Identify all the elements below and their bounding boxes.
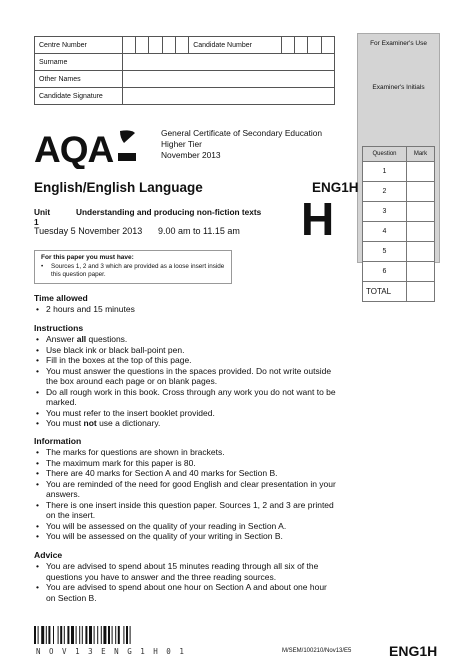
centre-number-box[interactable]	[149, 37, 162, 54]
paper-code: ENG1H	[312, 180, 359, 195]
mark-cell[interactable]	[407, 222, 435, 242]
mark-row	[363, 242, 435, 262]
information-heading: Information	[34, 436, 82, 446]
mark-cell[interactable]	[407, 242, 435, 262]
list-item: • You are advised to spend about one hour on Section A and about one hour on Section B.	[36, 582, 336, 603]
surname-field[interactable]	[122, 54, 334, 71]
barcode-bar	[97, 626, 98, 644]
barcode-icon	[34, 626, 180, 644]
barcode-bar	[94, 626, 95, 644]
total-row	[363, 282, 435, 302]
list-item: • Use black ink or black ball-point pen.	[36, 345, 336, 356]
question-header: Question	[363, 147, 407, 162]
candidate-signature-label: Candidate Signature	[35, 88, 123, 105]
advice-list	[36, 561, 336, 603]
mark-row	[363, 162, 435, 182]
footer-paper-code: ENG1H	[389, 643, 438, 659]
mark-row	[363, 182, 435, 202]
barcode-bar	[126, 626, 128, 644]
time-allowed-heading: Time allowed	[34, 293, 88, 303]
subject-title: English/English Language	[34, 180, 203, 195]
barcode-bar	[82, 626, 83, 644]
barcode-bar	[89, 626, 92, 644]
exam-time: 9.00 am to 11.15 am	[158, 226, 240, 236]
barcode-bar	[41, 626, 44, 644]
barcode-bar	[130, 626, 131, 644]
barcode-text: N O V 1 3 E N G 1 H 0 1	[36, 647, 186, 656]
barcode-bar	[112, 626, 113, 644]
surname-label: Surname	[35, 54, 123, 71]
barcode-bar	[48, 626, 50, 644]
mark-row	[363, 262, 435, 282]
list-item: • Fill in the boxes at the top of this page.	[36, 355, 336, 366]
logo-text: AQA	[34, 129, 114, 169]
aqa-logo	[34, 127, 139, 169]
mark-cell[interactable]	[407, 162, 435, 182]
mark-cell[interactable]	[407, 182, 435, 202]
mark-row	[363, 202, 435, 222]
other-names-label: Other Names	[35, 71, 123, 88]
centre-number-box[interactable]	[162, 37, 175, 54]
question-number: 1	[363, 162, 407, 182]
examiner-panel	[357, 33, 440, 296]
mark-table	[362, 146, 435, 302]
candidate-signature-field[interactable]	[122, 88, 334, 105]
barcode-bar	[76, 626, 77, 644]
barcode-bar	[64, 626, 65, 644]
advice-heading: Advice	[34, 550, 63, 560]
mark-cell[interactable]	[407, 202, 435, 222]
list-item: • There are 40 marks for Section A and 40 marks for Section B.	[36, 468, 336, 479]
list-item: • 2 hours and 15 minutes	[36, 304, 336, 315]
list-item: • You must refer to the insert booklet provided.	[36, 408, 336, 419]
barcode-bar	[85, 626, 87, 644]
certificate-tier: Higher Tier	[161, 139, 202, 149]
total-cell[interactable]	[407, 282, 435, 302]
barcode-bar	[46, 626, 47, 644]
exam-date: Tuesday 5 November 2013	[34, 226, 143, 236]
certificate-session: November 2013	[161, 150, 221, 160]
list-item: • The marks for questions are shown in brackets.	[36, 447, 336, 458]
question-number: 4	[363, 222, 407, 242]
question-number: 6	[363, 262, 407, 282]
list-item: • You are advised to spend about 15 minutes reading through all six of the questions you have to answer and the three reading sources.	[36, 561, 336, 582]
barcode-bar	[108, 626, 110, 644]
barcode-bar	[34, 626, 36, 644]
reference-code: M/SEM/100210/Nov13/E5	[282, 648, 352, 654]
materials-box	[34, 250, 232, 284]
list-item: • Do all rough work in this book. Cross through any work you do not want to be marked.	[36, 387, 336, 408]
question-number: 3	[363, 202, 407, 222]
question-number: 2	[363, 182, 407, 202]
materials-list	[41, 263, 227, 279]
barcode-bar	[58, 626, 59, 644]
barcode-bar	[67, 626, 69, 644]
barcode-bar	[101, 626, 102, 644]
list-item: • The maximum mark for this paper is 80.	[36, 458, 336, 469]
certificate-title: General Certificate of Secondary Education	[161, 128, 323, 138]
candidate-number-label: Candidate Number	[189, 37, 282, 54]
barcode-bar	[115, 626, 116, 644]
barcode-bar	[38, 626, 39, 644]
candidate-number-box[interactable]	[308, 37, 321, 54]
list-item: • You must not use a dictionary.	[36, 418, 336, 429]
logo-swoosh-icon	[120, 130, 135, 143]
barcode-bar	[71, 626, 74, 644]
candidate-number-box[interactable]	[295, 37, 308, 54]
unit-title: Understanding and producing non-fiction texts	[76, 207, 262, 217]
list-item: • You are reminded of the need for good English and clear presentation in your answers.	[36, 479, 336, 500]
barcode-bar	[79, 626, 80, 644]
logo-bar-icon	[118, 153, 136, 161]
total-label: TOTAL	[363, 282, 407, 302]
centre-number-label: Centre Number	[35, 37, 123, 54]
barcode-bar	[103, 626, 106, 644]
materials-title: For this paper you must have:	[41, 254, 134, 261]
list-item: • You will be assessed on the quality of your writing in Section B.	[36, 531, 336, 542]
candidate-details-table	[34, 36, 335, 105]
list-item: • You must answer the questions in the spaces provided. Do not write outside the box around each page or on blank pages.	[36, 366, 336, 387]
centre-number-box[interactable]	[136, 37, 149, 54]
barcode-bar	[53, 626, 54, 644]
mark-cell[interactable]	[407, 262, 435, 282]
mark-row	[363, 222, 435, 242]
list-item: • There is one insert inside this question paper. Sources 1, 2 and 3 are printed on the insert.	[36, 500, 336, 521]
time-allowed-list	[36, 304, 336, 315]
candidate-number-box[interactable]	[281, 37, 294, 54]
other-names-field[interactable]	[122, 71, 334, 88]
candidate-number-box[interactable]	[321, 37, 334, 54]
mark-header: Mark	[407, 147, 435, 162]
information-list	[36, 447, 336, 542]
for-examiners-use-label: For Examiner's Use	[370, 40, 427, 47]
question-number: 5	[363, 242, 407, 262]
barcode-bar	[123, 626, 124, 644]
instructions-heading: Instructions	[34, 323, 84, 333]
tier-letter: H	[301, 193, 335, 245]
instructions-list	[36, 334, 336, 429]
barcode-bar	[118, 626, 120, 644]
unit-number: Unit 1	[34, 207, 51, 227]
list-item: • You will be assessed on the quality of your reading in Section A.	[36, 521, 336, 532]
examiners-initials-label: Examiner's Initials	[372, 84, 425, 91]
list-item: • Answer all questions.	[36, 334, 336, 345]
list-item: • Sources 1, 2 and 3 which are provided as a loose insert inside this question paper.	[41, 263, 227, 279]
centre-number-box[interactable]	[122, 37, 135, 54]
centre-number-box[interactable]	[175, 37, 188, 54]
barcode-bar	[60, 626, 62, 644]
